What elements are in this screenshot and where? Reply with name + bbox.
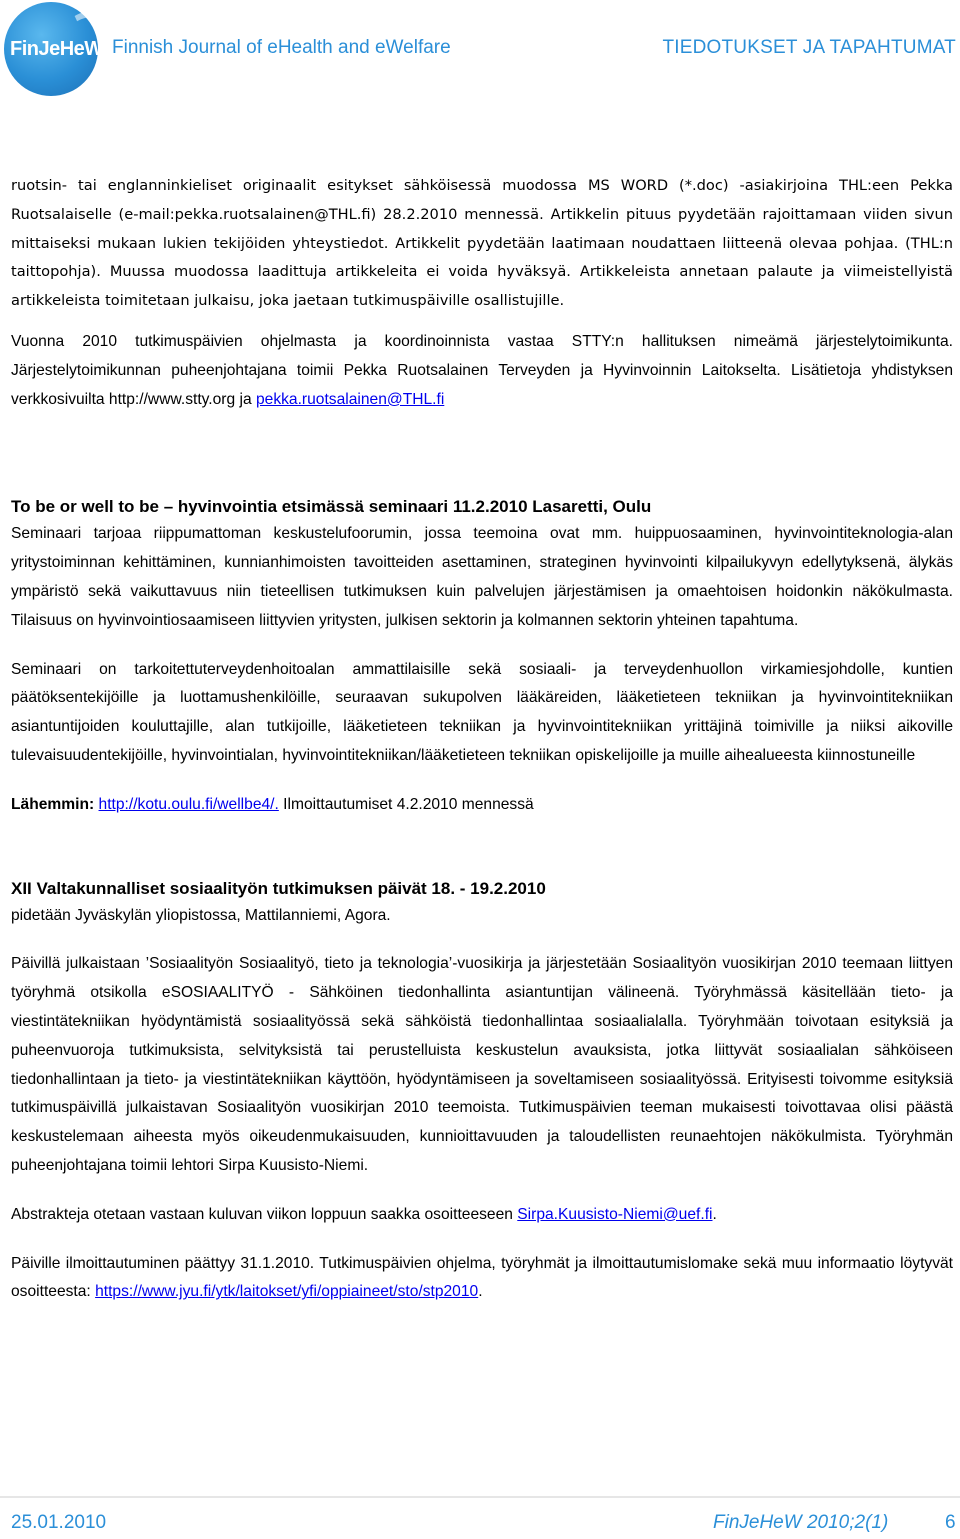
registration-tail: . [478,1283,483,1301]
research-days-paragraph-2 [11,1201,953,1230]
page-header [0,0,960,96]
registration-text: Päiville ilmoittautuminen päättyy 31.1.2010. Tutkimuspäivien ohjelma, työryhmät ja ilmoittautumislomake sekä muu informaatio löytyvät osoitteesta: [11,1254,953,1301]
footer-date: 25.01.2010 [11,1512,107,1533]
seminar-paragraph-1: Seminaari tarjoaa riippumattoman keskustelufoorumin, jossa teemoina ovat mm. huippuosaaminen, hyvinvointiteknologia-alan yritystoiminnan kehittäminen, kunnianhimoisten tavoitteiden asettaminen, strateginen hyvinvointi kilpailukyvyn edellytyksenä, älykäs ympäristö sekä vaikuttavuus niin tieteellisen tutkimuksen kuin palvelujen järjestämisen ja omaehtoisen hoidonkin näkökulmasta. Tilaisuus on hyvinvointiosaamiseen liittyvien yritysten, julkisen sektorin ja kolmannen sektorin yhteinen tapahtuma. [11,525,953,629]
abstracts-text: Abstrakteja otetaan vastaan kuluvan viikon loppuun saakka osoitteeseen [11,1205,518,1223]
more-info-label: Lähemmin: [11,795,95,813]
research-days-paragraph-1: Päivillä julkaistaan ’Sosiaalityön Sosiaalityö, tieto ja teknologia’-vuosikirja ja järjestetään Sosiaalityön vuosikirjan 2010 teemaan liittyen työryhmä otsikolla eSOSIAALITYÖ - Sähköinen tiedonhallinta asiantuntijan välineenä. Työryhmässä käsitellään tieto- ja viestintätekniikan hyödyntämistä sosiaalityössä sekä sähköistä tiedonhallintaa sosiaalialalla. Työryhmään toivotaan esityksiä ja puheenvuoroja tutkimuksista, selvityksistä tai perustelluista keskustelun avauksista, jotka liittyvät sosiaalialan sähköiseen tiedonhallintaan ja tieto- ja viestintätekniikan käyttöön, hyödyntämiseen ja soveltamiseen sosiaalityössä. Erityisesti toivomme esityksiä tutkimuspäivillä julkaistavan Sosiaalityön vuosikirjan 2010 teemoista. Tutkimuspäivien teeman mukaisesti toivottavaa olisi päästä keskustelemaan aiheesta myös oikeudenmukaisuuden, kunnioittavuuden ja taloudellisten reunaehtojen näkökulmista. Työryhmän puheenjohtajana toimii lehtori Sirpa Kuusisto-Niemi. [11,955,953,1174]
seminar-paragraph-2: Seminaari on tarkoitettuterveydenhoitoalan ammattilaisille sekä sosiaali- ja terveydenhuollon virkamiesjohdolle, kuntien päätöksentekijöille ja luottamushenkilöille, seuraavan sukupolven lääkäreiden, lääketieteen tekniikan ja hyvinvointitekniikan asiantuntijoiden kouluttajille, alan tutkijoille, lääketieteen tekniikan ja hyvinvointitekniikan yrittäjinä toimiville ja niiksi aikoville tulevaisuudentekijöille, hyvinvointialan, hyvinvointitekniikan/lääketieteen tekniikan opiskelijoille ja muille aihealueesta kiinnostuneille [11,660,953,764]
email-link-pekka[interactable]: pekka.ruotsalainen@THL.fi [255,390,445,408]
research-days-subheading: pidetään Jyväskylän yliopistossa, Mattilanniemi, Agora. [11,906,391,924]
footer-page-number: 6 [945,1512,956,1533]
journal-logo [4,2,103,96]
email-link-sirpa[interactable]: Sirpa.Kuusisto-Niemi@uef.fi [517,1205,713,1223]
research-days-paragraph-3 [11,1250,953,1308]
intro-paragraph-2-text: Vuonna 2010 tutkimuspäivien ohjelmasta ja koordinoinnista vastaa STTY:n hallituksen nimeämä järjestelytoimikunta. Järjestelytoimikunnan puheenjohtajana toimii Pekka Ruotsalainen Terveyden ja Hyvinvoinnin Laitokselta. Lisätietoja yhdistyksen verkkosivuilta http://www.stty.org ja [11,332,953,408]
abstracts-tail: . [712,1205,717,1223]
seminar-link[interactable]: http://kotu.oulu.fi/wellbe4/. [98,795,279,813]
research-days-heading: XII Valtakunnalliset sosiaalityön tutkimuksen päivät 18. - 19.2.2010 [11,878,546,898]
intro-paragraph-1: ruotsin- tai englanninkieliset originaalit esitykset sähköisessä muodossa MS WORD (*.doc) -asiakirjoina THL:een Pekka Ruotsalaiselle (e-mail:pekka.ruotsalainen@THL.fi) 28.2.2010 mennessä. Artikkelin pituus pyydetään rajoittamaan viiden sivun mittaiseksi mukaan lukien tekijöiden yhteystiedot. Artikkelit pyydetään laatimaan noudattaen liitteenä olevaa pohjaa. (THL:n taittopohja). Muussa muodossa laadittuja artikkeleita ei voida hyväksyä. Artikkeleista annetaan palaute ja viimeistellyistä artikkeleista toimitetaan julkaisu, joka jaetaan tutkimuspäiville osallistujille. [11,177,953,310]
seminar-heading: To be or well to be – hyvinvointia etsimässä seminaari 11.2.2010 Lasaretti, Oulu [11,497,652,517]
jyu-link[interactable]: https://www.jyu.fi/ytk/laitokset/yfi/oppiaineet/sto/stp2010 [95,1283,479,1301]
intro-paragraph-2 [11,328,953,414]
seminar-more-info [11,791,953,820]
footer-divider [0,1496,960,1498]
journal-title: Finnish Journal of eHealth and eWelfare [112,37,451,58]
logo-text: FinJeHeW [10,38,103,60]
section-title: TIEDOTUKSET JA TAPAHTUMAT [662,37,956,58]
article-body [11,172,953,1307]
footer-journal-citation: FinJeHeW 2010;2(1) [713,1512,889,1533]
seminar-registration-text: Ilmoittautumiset 4.2.2010 mennessä [278,795,534,813]
